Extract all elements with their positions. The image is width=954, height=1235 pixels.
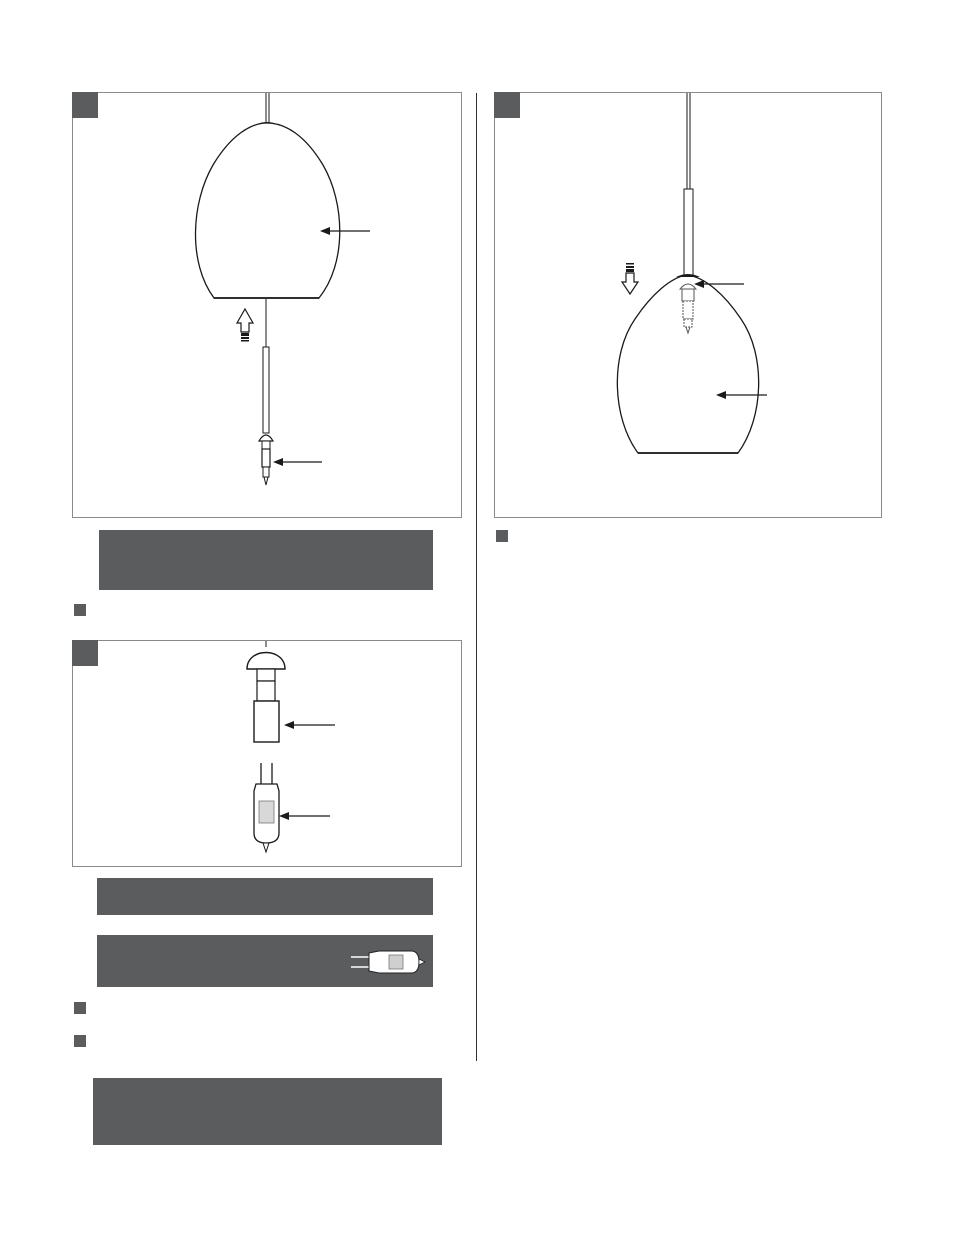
cap-pointer-arrow — [694, 280, 744, 288]
bullet-3 — [74, 1035, 86, 1047]
step-1-panel — [72, 92, 462, 518]
note-bar-3 — [97, 935, 433, 987]
bullet-1 — [74, 604, 86, 616]
step-1-illustration — [73, 93, 461, 517]
socket-icon — [254, 701, 279, 742]
bullet-4 — [496, 530, 508, 542]
shade-pointer-arrow — [320, 227, 370, 235]
step-3-illustration — [495, 93, 881, 517]
step-3-marker — [494, 92, 520, 118]
glass-shade — [195, 123, 339, 298]
step-3-panel — [494, 92, 882, 518]
note-bar-4 — [93, 1078, 442, 1145]
note-bar-2 — [97, 878, 433, 915]
down-arrow-icon — [622, 263, 638, 294]
column-divider — [476, 93, 477, 1061]
step-1-marker — [72, 92, 98, 118]
g4-bulb-icon — [254, 763, 279, 852]
up-arrow-icon — [237, 309, 253, 342]
dome-cap — [247, 653, 285, 670]
socket-pointer-arrow — [284, 721, 335, 729]
bulb-handling-icon — [349, 947, 439, 977]
step-2-panel — [72, 640, 462, 867]
note-bar-1 — [99, 530, 433, 590]
stem-tube — [263, 347, 269, 433]
stem-tube — [684, 189, 693, 275]
socket-assembly — [262, 441, 270, 485]
bullet-2 — [74, 1002, 86, 1014]
socket-pointer-arrow — [273, 458, 322, 466]
step-2-illustration — [73, 641, 461, 866]
step-2-marker — [72, 640, 98, 666]
bulb-pointer-arrow — [279, 812, 330, 820]
